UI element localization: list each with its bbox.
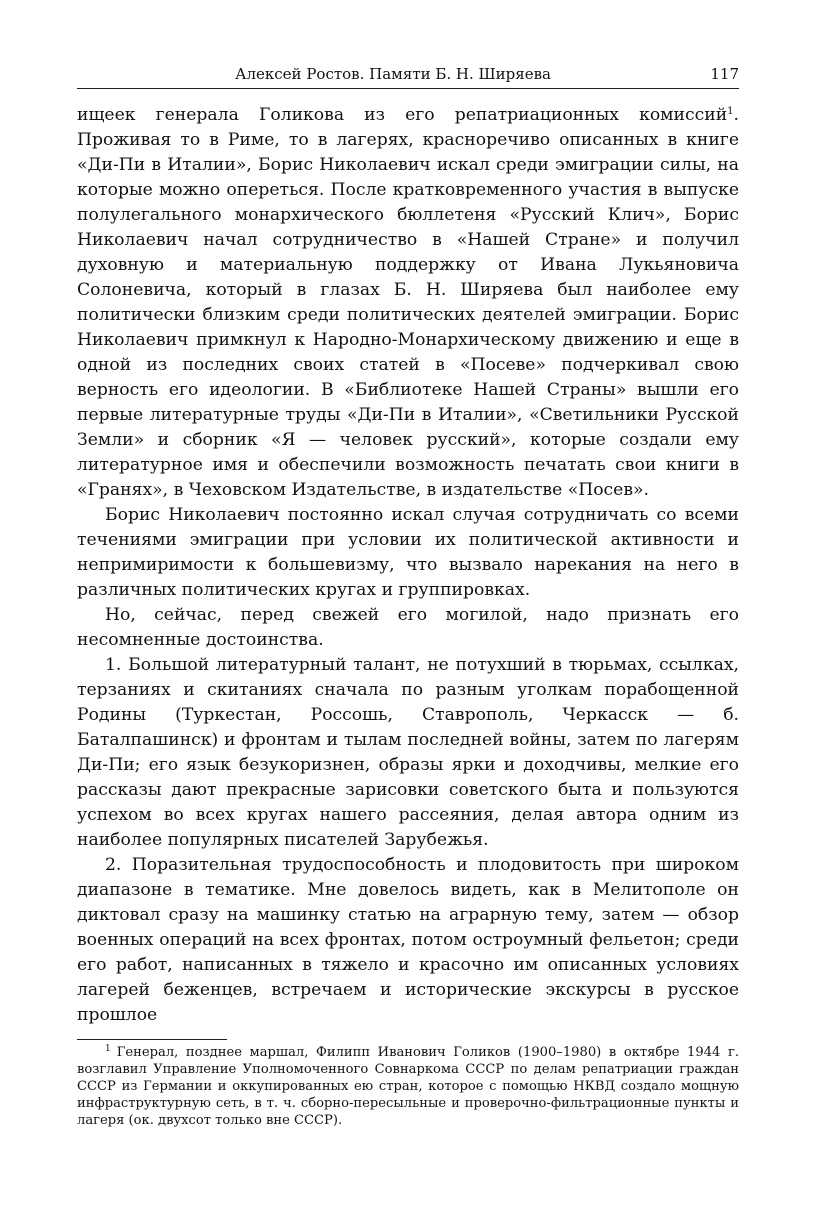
book-page	[77, 58, 739, 1129]
paragraph-text: . Проживая то в Риме, то в лагерях, красноречиво описанных в книге «Ди-Пи в Италии», Борис Николаевич искал среди эмиграции силы, на которые можно опереться. После кратковременного участия в выпуске полулегального монархического бюллетеня «Русский Клич», Борис Николаевич начал сотрудничество в «Нашей Стране» и получил духовную и материальную поддержку от Ивана Лукьяновича Солоневича, который в глазах Б. Н. Ширяева был наиболее ему политически близким среди политических деятелей эмиграции. Борис Николаевич примкнул к Народно-Монархическому движению и еще в одной из последних своих статей в «Посеве» подчеркивал свою верность его идеологии. В «Библиотеке Нашей Страны» вышли его первые литературные труды «Ди-Пи в Италии», «Светильники Русской Земли» и сборник «Я — человек русский», которые создали ему литературное имя и обеспечили возможность печатать свои книги в «Гранях», в Чеховском Издательстве, в издательстве «Посев».	[77, 105, 739, 500]
running-header	[77, 58, 739, 89]
page-number: 117	[710, 65, 739, 83]
running-title: Алексей Ростов. Памяти Б. Н. Ширяева	[235, 65, 551, 83]
footnote-marker: 1	[105, 1044, 111, 1054]
paragraph: Борис Николаевич постоянно искал случая сотрудничать со всеми течениями эмиграции при условии их политической активности и непримиримости к большевизму, что вызвало нарекания на него в различных политических кругах и группировках.	[77, 505, 739, 600]
footnote-reference: 1	[727, 106, 734, 117]
footnote-separator	[77, 1039, 227, 1040]
main-text	[77, 103, 739, 1028]
numbered-paragraph: 1. Большой литературный талант, не потухший в тюрьмах, ссылках, терзаниях и скитаниях сначала по разным уголкам порабощенной Родины (Туркестан, Россошь, Ставрополь, Черкасск — б. Баталпашинск) и фронтам и тылам последней войны, затем по лагерям Ди-Пи; его язык безукоризнен, образы ярки и доходчивы, мелкие его рассказы дают прекрасные зарисовки советского быта и пользуются успехом во всех кругах нашего рассеяния, делая автора одним из наиболее популярных писателей Зарубежья.	[77, 655, 739, 850]
paragraph: Но, сейчас, перед свежей его могилой, надо признать его несомненные достоинства.	[77, 605, 739, 650]
footnote-text: Генерал, позднее маршал, Филипп Иванович Голиков (1900–1980) в октябре 1944 г. возглавил Управление Уполномоченного Совнаркома СССР по делам репатриации граждан СССР из Германии и оккупированных ею стран, которое с помощью НКВД создало мощную инфраструктурную сеть, в т. ч. сборно-пересыльные и проверочно-фильтрационные пункты и лагеря (ок. двухсот только вне СССР).	[77, 1045, 739, 1128]
paragraph-continued	[77, 103, 739, 503]
paragraph-text: ищеек генерала Голикова из его репатриационных комиссий	[77, 105, 728, 125]
numbered-paragraph: 2. Поразительная трудоспособность и плодовитость при широком диапазоне в тематике. Мне довелось видеть, как в Мелитополе он диктовал сразу на машинку статью на аграрную тему, затем — обзор военных операций на всех фронтах, потом остроумный фельетон; среди его работ, написанных в тяжело и красочно им описанных условиях лагерей беженцев, встречаем и исторические экскурсы в русское прошлое	[77, 855, 739, 1025]
footnote	[77, 1044, 739, 1129]
